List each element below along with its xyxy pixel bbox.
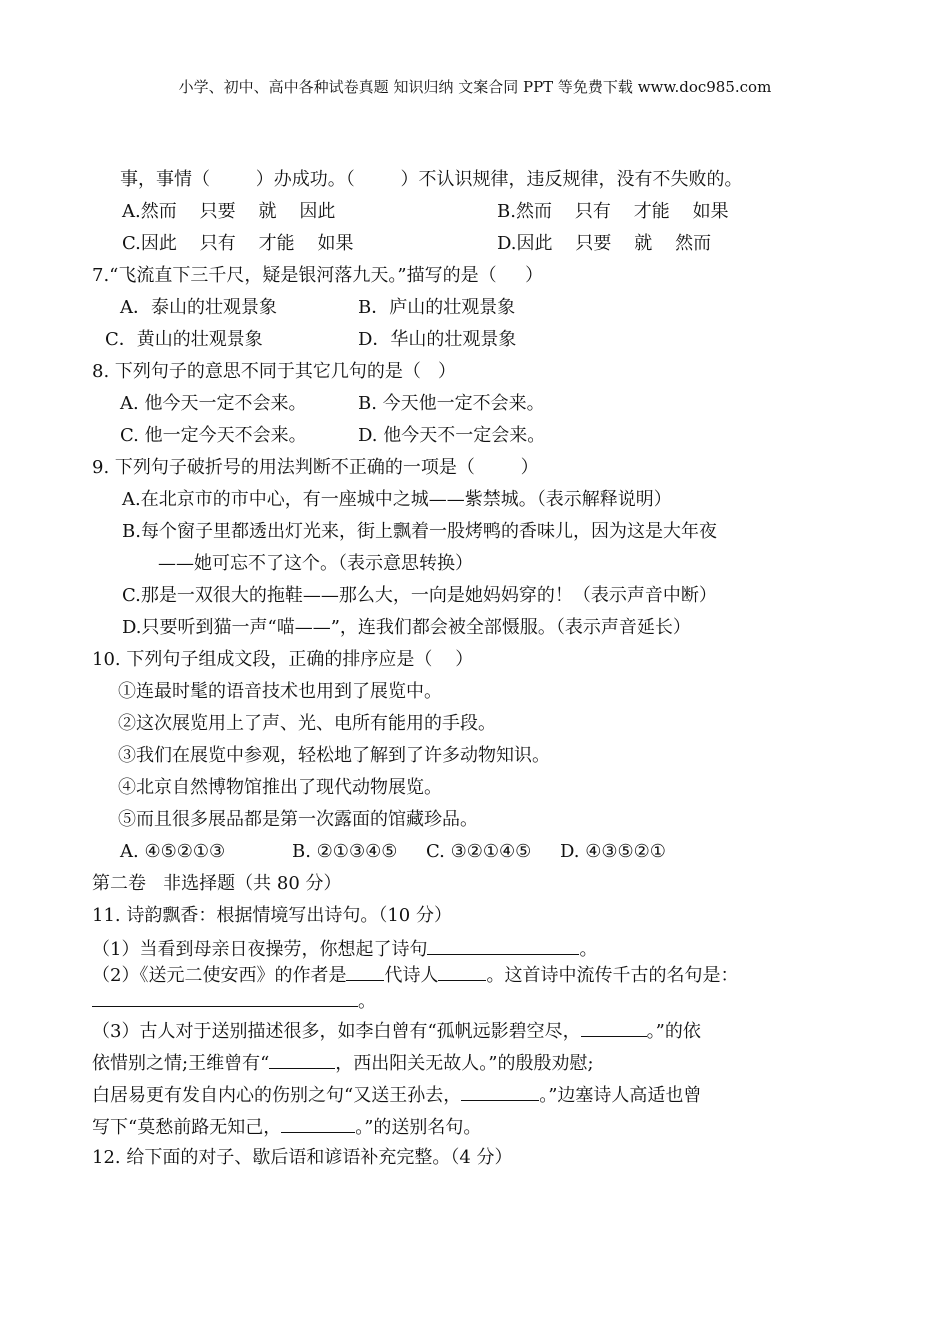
- q11-part2-text3: 。这首诗中流传千古的名句是：: [486, 965, 739, 986]
- q11-part3-text7: 写下“莫愁前路无知己，: [92, 1117, 282, 1138]
- page-header-watermark: 小学、初中、高中各种试卷真题 知识归纳 文案合同 PPT 等免费下载 www.doc985.com: [178, 78, 772, 96]
- q10-sentence-3: ③我们在展览中参观，轻松地了解到了许多动物知识。: [118, 745, 550, 766]
- part-two-heading: 第二卷 非选择题（共 80 分）: [92, 873, 342, 894]
- q10-option-a: A. ④⑤②①③: [120, 841, 226, 862]
- q11-part2-verse-blank[interactable]: [92, 988, 358, 1007]
- q6-option-a: A.然而 只要 就 因此: [122, 201, 336, 222]
- q11-part3-line3: [92, 1082, 701, 1108]
- q11-part3-text3: 依惜别之情;王维曾有“: [92, 1053, 270, 1074]
- q9-option-d: D.只要听到猫一声“喵——”，连我们都会被全部慑服。（表示声音延长）: [122, 617, 691, 638]
- q12-stem: 12. 给下面的对子、歇后语和谚语补充完整。（4 分）: [92, 1147, 513, 1168]
- q7-option-c: C．黄山的壮观景象: [105, 329, 263, 350]
- q9-stem: 9. 下列句子破折号的用法判断不正确的一项是（ ）: [92, 457, 539, 478]
- q11-part1-end: 。: [579, 939, 598, 960]
- q11-part3-text2: 。”的依: [646, 1021, 701, 1042]
- q9-option-c: C.那是一双很大的拖鞋——那么大，一向是她妈妈穿的！（表示声音中断）: [122, 585, 717, 606]
- q11-part3-text6: 。”边塞诗人高适也曾: [539, 1085, 702, 1106]
- q11-part3-blank-wang-wei[interactable]: [269, 1050, 335, 1069]
- q8-option-c: C. 他一定今天不会来。: [120, 425, 307, 446]
- q8-stem: 8. 下列句子的意思不同于其它几句的是（ ）: [92, 361, 457, 382]
- q8-option-a: A. 他今天一定不会来。: [120, 393, 307, 414]
- q10-sentence-2: ②这次展览用上了声、光、电所有能用的手段。: [118, 713, 496, 734]
- q11-part3-line4: [92, 1114, 481, 1140]
- q7-option-d: D．华山的壮观景象: [358, 329, 517, 350]
- q11-part2-text2: 代诗人: [384, 965, 439, 986]
- q11-part2-dynasty-blank[interactable]: [346, 962, 384, 981]
- q10-sentence-4: ④北京自然博物馆推出了现代动物展览。: [118, 777, 442, 798]
- q11-part3-blank-bai-juyi[interactable]: [461, 1082, 539, 1101]
- q10-option-b: B. ②①③④⑤: [292, 841, 398, 862]
- q9-option-b-line2: ——她可忘不了这个。（表示意思转换）: [158, 553, 473, 574]
- q6-stem: 事，事情（ ）办成功。（ ）不认识规律，违反规律，没有不失败的。: [120, 169, 743, 190]
- q11-stem: 11. 诗韵飘香：根据情境写出诗句。（10 分）: [92, 905, 452, 926]
- q10-stem: 10. 下列句子组成文段，正确的排序应是（ ）: [92, 649, 474, 670]
- q7-option-a: A．泰山的壮观景象: [120, 297, 277, 318]
- q8-option-b: B. 今天他一定不会来。: [358, 393, 545, 414]
- q11-part3-text1: （3）古人对于送别描述很多，如李白曾有“孤帆远影碧空尽，: [92, 1021, 581, 1042]
- q11-part3-line1: [92, 1018, 701, 1044]
- q11-part2-answer-line: [92, 988, 376, 1014]
- q6-option-b: B.然而 只有 才能 如果: [497, 201, 729, 222]
- q11-part3-blank-li-bai[interactable]: [581, 1018, 647, 1037]
- q9-option-a: A.在北京市的市中心，有一座城中之城——紫禁城。（表示解释说明）: [122, 489, 672, 510]
- q10-option-d: D. ④③⑤②①: [560, 841, 666, 862]
- q11-part3-line2: [92, 1050, 594, 1076]
- q7-stem: 7.“飞流直下三千尺，疑是银河落九天。”描写的是（ ）: [92, 265, 544, 286]
- q11-part3-text4: ，西出阳关无故人。”的殷殷劝慰;: [335, 1053, 594, 1074]
- q10-sentence-5: ⑤而且很多展品都是第一次露面的馆藏珍品。: [118, 809, 478, 830]
- q7-option-b: B．庐山的壮观景象: [358, 297, 516, 318]
- q11-part1-text: （1）当看到母亲日夜操劳，你想起了诗句: [92, 939, 428, 960]
- q11-part2-poet-blank[interactable]: [438, 962, 486, 981]
- q10-sentence-1: ①连最时髦的语音技术也用到了展览中。: [118, 681, 442, 702]
- q11-part3-blank-gao-shi[interactable]: [281, 1114, 355, 1133]
- q11-part2-end: 。: [358, 991, 376, 1012]
- q6-option-c: C.因此 只有 才能 如果: [122, 233, 354, 254]
- q6-option-d: D.因此 只要 就 然而: [497, 233, 712, 254]
- q11-part1: [92, 936, 597, 962]
- q11-part2-text: （2）《送元二使安西》的作者是: [92, 965, 347, 986]
- q11-part3-text8: 。”的送别名句。: [355, 1117, 482, 1138]
- q11-part1-blank[interactable]: [427, 936, 579, 955]
- q11-part3-text5: 白居易更有发自内心的伤别之句“又送王孙去，: [92, 1085, 462, 1106]
- q10-option-c: C. ③②①④⑤: [426, 841, 532, 862]
- q8-option-d: D. 他今天不一定会来。: [358, 425, 546, 446]
- q9-option-b-line1: B.每个窗子里都透出灯光来，街上飘着一股烤鸭的香味儿，因为这是大年夜: [122, 521, 717, 542]
- q11-part2: [92, 962, 738, 988]
